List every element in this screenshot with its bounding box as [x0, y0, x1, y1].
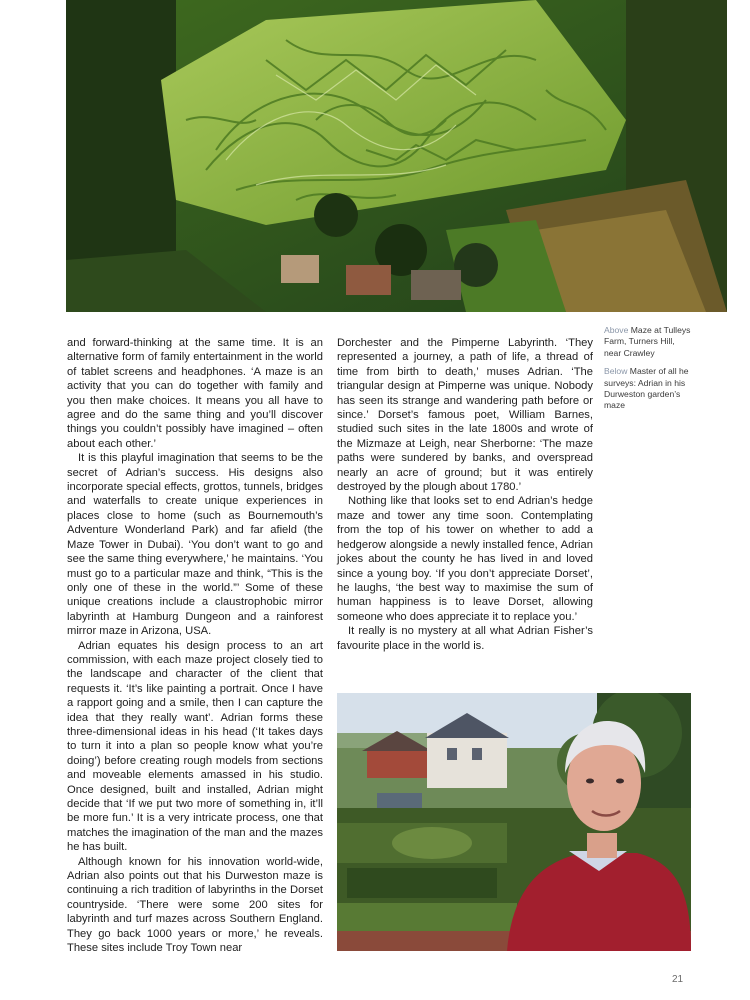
portrait-photo	[337, 693, 691, 951]
paragraph: Nothing like that looks set to end Adrian’s hedge maze and tower any time soon. Contemplating from the top of his tower on whether to add a hedgerow alongside a newly installed fence, Adrian jokes about the county he has lived in and loved since a young boy. ‘If you don’t appreciate Dorset’, he laughs, ‘the best way to maximise the sum of human happiness is to leave Dorset, allowing someone who does appreciate it to replace you.’	[337, 495, 593, 623]
article-column-1	[67, 336, 323, 955]
paragraph: Dorchester and the Pimperne Labyrinth. ‘They represented a journey, a path of life, a thread of time from birth to death,’ muses Adrian. ‘The triangular design at Pimperne was unique. Nobody has seen its strange and wandering path before or since.’ Dorset’s famous poet, William Barnes, studied such sites in the late 1800s and wrote of the Mizmaze at Leigh, near Sherborne: ‘The maze paths were sundered by banks, and overspread nearly an acre of ground; but it was entirely destroyed by the plough about 1780.’	[337, 337, 593, 494]
paragraph: It really is no mystery at all what Adrian Fisher’s favourite place in the world is.	[337, 625, 593, 652]
article-column-2	[337, 336, 593, 653]
caption-above	[604, 325, 694, 359]
paragraph: It is this playful imagination that seems to be the secret of Adrian’s success. His designs also incorporate special effects, grottos, tunnels, bridges and waterfalls to create unique experiences in places close to home (such as Bournemouth’s Adventure Wonderland Park) and far afield (the Maze Tower in Dubai). ‘You don’t want to go and see the same thing everywhere,’ he maintains. ‘You must go to a particular maze and think, “This is the only one of these in the world.”’ Some of these unique creations include a claustrophobic mirror labyrinth at Hamburg Dungeon and a rainforest mirror maze in Arizona, USA.	[67, 452, 323, 638]
paragraph: and forward-thinking at the same time. It is an alternative form of family entertainment in the world of tablet screens and headphones. ‘A maze is an activity that you can do together with family and you then make choices. It means you all have to agree and do the same thing and you’ll discover things you couldn’t possibly have imagined – often about each other.’	[67, 337, 323, 450]
caption-text: Maze at Tulleys Farm, Turners Hill, near Crawley	[604, 325, 691, 358]
paragraph: Although known for his innovation world-wide, Adrian also points out that his Durweston maze is continuing a rich tradition of labyrinths in the Dorset countryside. ‘There were some 200 sites for labyrinth and turf mazes across Southern England. They go back 1000 years or more,’ he reveals. These sites include Troy Town near	[67, 855, 323, 955]
photo-captions	[604, 325, 694, 419]
aerial-maze-photo	[66, 0, 727, 312]
caption-text: Master of all he surveys: Adrian in his Durweston garden’s maze	[604, 366, 689, 411]
page-number: 21	[672, 974, 684, 985]
caption-label: Below	[604, 366, 628, 377]
caption-label: Above	[604, 325, 629, 335]
paragraph: Adrian equates his design process to an art commission, with each maze project closely tied to the landscape and character of the client that requests it. ‘It’s like painting a portrait. Once I have a rapport going and a smile, then I can capture the idea that they really want’. Adrian forms these three-dimensional ideas in his head (‘It takes days to turn it into a plan so people know what you’re doing’) before creating rough models from sections and moveable elements amassed in his studio. Once designed, built and installed, Adrian might decide that ‘If we put two more of something in, it’ll be more fun.’ It is a very intricate process, one that matches the imagination of the man and the mazes he has built.	[67, 639, 323, 854]
caption-below	[604, 366, 694, 412]
